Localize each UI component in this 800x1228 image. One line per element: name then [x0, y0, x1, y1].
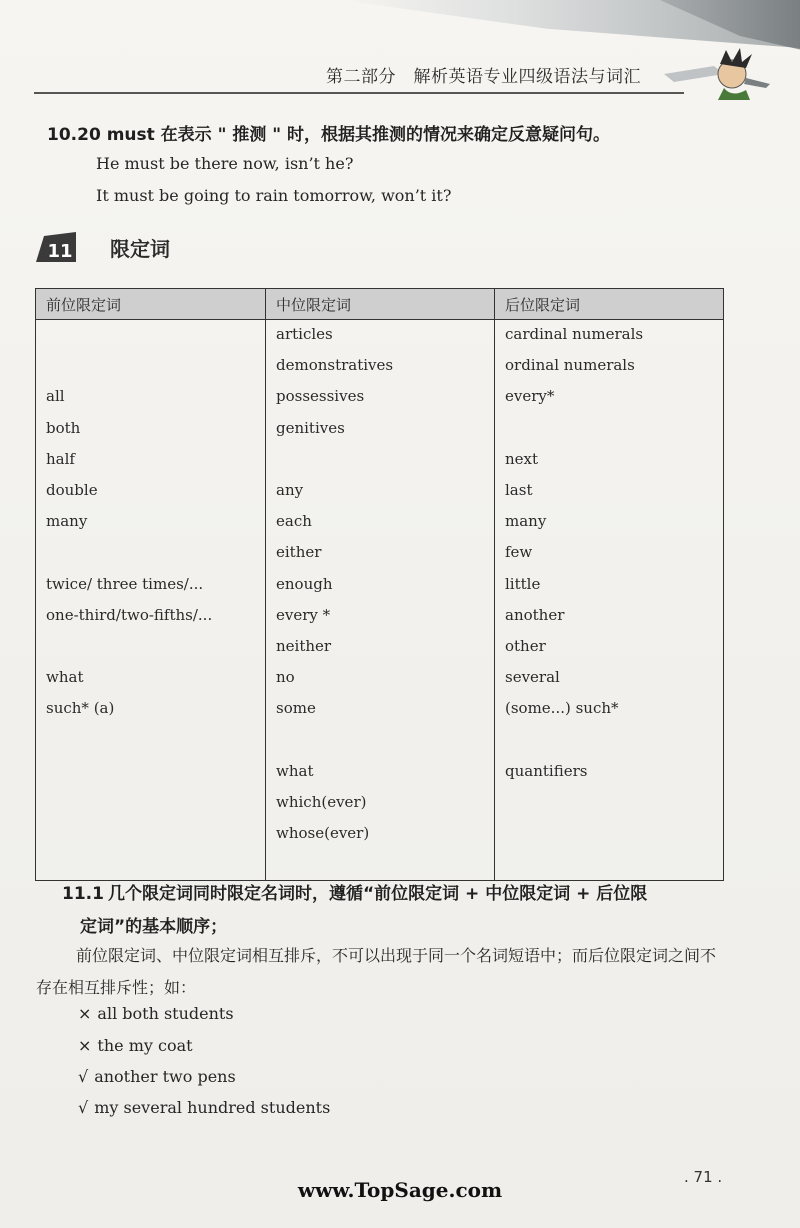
header-rule [34, 92, 684, 94]
table-column-central-determiners [266, 320, 495, 881]
cross-mark-icon: × [78, 1004, 92, 1023]
table-cell [46, 537, 255, 568]
table-cell: any [276, 480, 304, 499]
table-cell: (some...) such* [505, 699, 619, 718]
table-cell [46, 319, 255, 350]
table-cell [46, 350, 255, 381]
table-cell: enough [276, 574, 333, 593]
table-cell: neither [276, 636, 332, 655]
table-cell [46, 724, 255, 755]
table-cell: other [505, 636, 546, 655]
table-header-postdeterminers: 后位限定词 [495, 289, 724, 320]
table-cell [46, 818, 255, 849]
section-11-title: 限定词 [110, 237, 170, 261]
table-cell: every * [276, 605, 331, 624]
table-cell: genitives [276, 418, 345, 437]
table-cell: no [276, 668, 295, 687]
section-10-20-heading: 10.20 must 在表示 " 推测 " 时，根据其推测的情况来确定反意疑问句。 [47, 125, 611, 145]
table-cell [46, 631, 255, 662]
check-mark-icon: √ [78, 1098, 89, 1117]
table-header-predeterminers: 前位限定词 [36, 289, 266, 320]
table-cell: double [46, 480, 98, 499]
table-cell: ordinal numerals [505, 356, 635, 375]
table-cell [505, 413, 713, 444]
section-number-badge-text: 11 [47, 241, 73, 262]
table-cell: little [505, 574, 541, 593]
table-cell: whose(ever) [276, 824, 370, 842]
table-cell: each [276, 512, 312, 531]
table-cell: every* [505, 387, 555, 406]
table-header-central-determiners: 中位限定词 [266, 289, 495, 320]
table-cell: all [46, 387, 65, 406]
table-cell: both [46, 418, 81, 437]
rule-11-1-heading-line2: 定词”的基本顺序； [80, 917, 228, 937]
example-text: another two pens [94, 1067, 236, 1086]
example-correct-1 [78, 1067, 236, 1086]
table-cell: articles [276, 325, 333, 343]
check-mark-icon: √ [78, 1067, 89, 1086]
table-cell: one-third/two-fifths/... [46, 605, 213, 624]
rule-11-1-number: 11.1 [62, 884, 104, 904]
example-correct-2 [78, 1098, 330, 1117]
table-cell: last [505, 480, 533, 499]
table-column-predeterminers [36, 320, 266, 881]
table-cell: what [46, 668, 84, 687]
table-cell: such* (a) [46, 699, 115, 718]
table-cell: several [505, 668, 560, 687]
example-text: my several hundred students [94, 1098, 331, 1117]
table-cell [505, 818, 713, 849]
running-header: 第二部分 解析英语专业四级语法与词汇 [326, 67, 641, 87]
example-sentence-1: He must be there now, isn’t he? [96, 154, 354, 173]
footer-url-link[interactable]: www.TopSage.com [297, 1178, 503, 1202]
table-cell: either [276, 543, 322, 562]
table-cell: many [505, 512, 547, 531]
mascot-icon [654, 44, 774, 100]
table-cell: few [505, 543, 533, 562]
table-cell [276, 724, 484, 755]
table-cell [276, 444, 484, 475]
table-cell: quantifiers [505, 761, 588, 780]
table-cell: cardinal numerals [505, 325, 644, 343]
table-cell [505, 724, 713, 755]
table-cell: twice/ three times/... [46, 574, 204, 593]
table-cell [505, 787, 713, 818]
rule-11-1-heading [62, 878, 742, 944]
table-cell: another [505, 605, 565, 624]
rule-11-1-heading-line1: 几个限定词同时限定名词时，遵循“前位限定词 + 中位限定词 + 后位限 [107, 884, 648, 904]
table-cell: some [276, 699, 316, 718]
table-cell: possessives [276, 387, 365, 406]
example-text: the my coat [97, 1036, 193, 1055]
determiners-table [35, 288, 724, 881]
table-cell: many [46, 512, 88, 531]
table-cell: what [276, 761, 314, 780]
page-number: . 71 . [684, 1168, 723, 1186]
cross-mark-icon: × [78, 1036, 92, 1055]
table-column-postdeterminers [495, 320, 724, 881]
rule-11-1-paragraph: 前位限定词、中位限定词相互排斥，不可以出现于同一个名词短语中；而后位限定词之间不存在相互排斥性；如： [36, 946, 717, 997]
section-number-badge [36, 232, 76, 262]
example-incorrect-2 [78, 1036, 193, 1055]
table-cell [46, 756, 255, 787]
table-cell [46, 787, 255, 818]
example-text: all both students [97, 1004, 234, 1023]
example-sentence-2: It must be going to rain tomorrow, won’t it? [96, 186, 452, 205]
table-cell: next [505, 449, 539, 468]
table-cell: half [46, 449, 75, 468]
table-cell: demonstratives [276, 356, 394, 375]
table-cell: which(ever) [276, 792, 367, 811]
example-incorrect-1 [78, 1004, 234, 1023]
